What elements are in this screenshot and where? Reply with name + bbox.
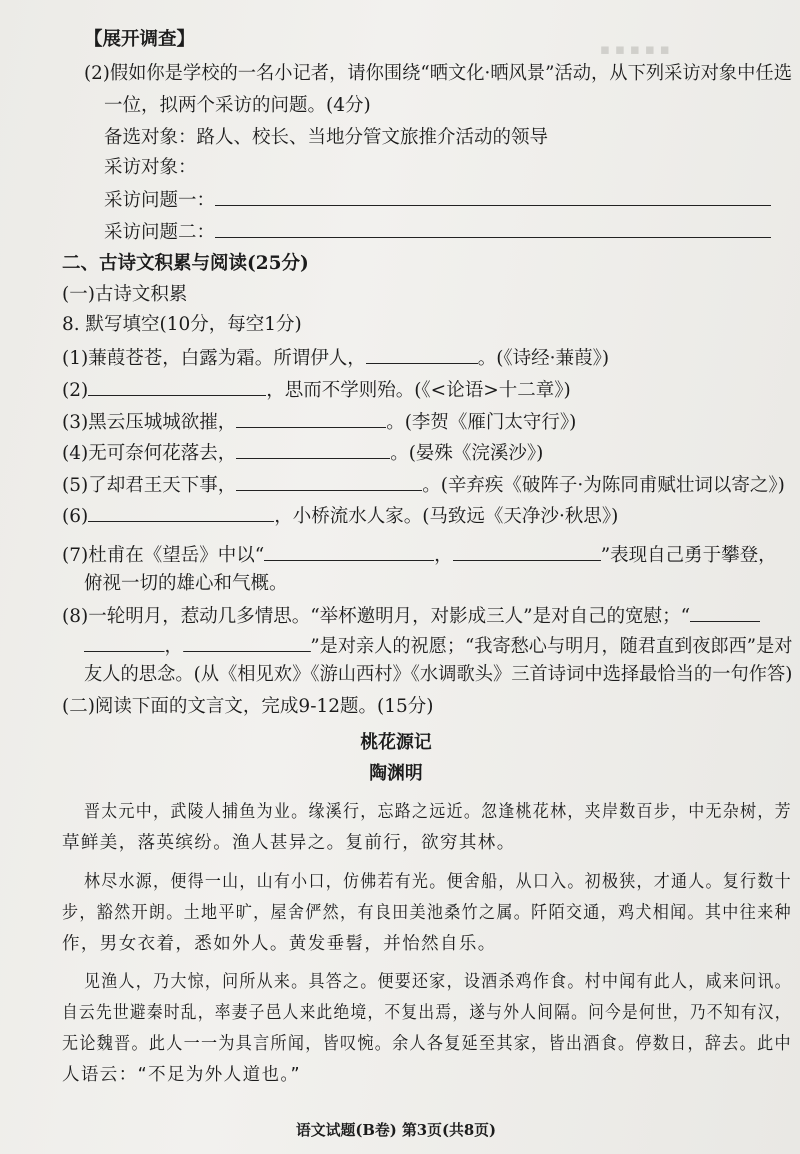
fill-item-8-line1 <box>62 603 760 629</box>
fill-item-6-text: (6) <box>62 506 89 527</box>
q2-text-line1: (2)假如你是学校的一名小记者，请你围绕“晒文化·晒风景”活动，从下列采访对象中任选 <box>84 63 792 84</box>
passage-line: 作，男女衣着，悉如外人。黄发垂髫，并怡然自乐。 <box>62 934 497 954</box>
section2-heading: 二、古诗文积累与阅读(25分) <box>62 253 309 274</box>
fill-item-7-comma: ， <box>434 545 453 566</box>
survey-heading: 【展开调查】 <box>84 29 196 50</box>
fill-item-7 <box>62 542 777 568</box>
fill-item-8-line2 <box>84 633 792 659</box>
fill-item-6-source: ，小桥流水人家。(马致远《天净沙·秋思》) <box>274 506 619 527</box>
fill-item-7-blank-a[interactable] <box>264 542 434 561</box>
fill-item-4-blank[interactable] <box>236 440 390 459</box>
fill-item-8-comma: ， <box>164 636 183 657</box>
passage-line: 人语云：“不足为外人道也。” <box>62 1065 301 1085</box>
interview-question1-label: 采访问题一： <box>104 190 216 211</box>
fill-item-8-blank-b[interactable] <box>84 633 165 652</box>
interview-target-label: 采访对象： <box>104 157 197 178</box>
passage-line: 步，豁然开朗。土地平旷，屋舍俨然，有良田美池桑竹之属。阡陌交通，鸡犬相闻。其中往来种 <box>62 903 792 923</box>
fill-item-3-text: (3)黑云压城城欲摧， <box>62 412 237 433</box>
fill-item-5 <box>62 472 785 498</box>
fill-item-8-text: (8)一轮明月，惹动几多情思。“举杯邀明月，对影成三人”是对自己的宽慰；“ <box>62 606 691 627</box>
fill-item-7-text: (7)杜甫在《望岳》中以“ <box>62 545 265 566</box>
candidate-list: 备选对象：路人、校长、当地分管文旅推介活动的领导 <box>104 127 549 148</box>
passage-line: 草鲜美，落英缤纷。渔人甚异之。复前行，欲穷其林。 <box>62 833 516 853</box>
fill-item-2-source: ，思而不学则殆。(《<论语>十二章》) <box>266 380 571 401</box>
fill-item-2-blank[interactable] <box>88 377 266 396</box>
fill-item-3-blank[interactable] <box>236 409 386 428</box>
fill-item-7-cont: 俯视一切的雄心和气概。 <box>84 573 288 594</box>
passage-author: 陶渊明 <box>369 763 423 784</box>
fill-item-1-text: (1)蒹葭苍苍，白露为霜。所谓伊人， <box>62 348 366 369</box>
passage-line: 林尽水源，便得一山，山有小口，仿佛若有光。便舍船，从口入。初极狭，才通人。复行数十 <box>84 872 792 892</box>
fill-item-4-text: (4)无可奈何花落去， <box>62 443 237 464</box>
fill-item-2-text: (2) <box>62 380 89 401</box>
passage-title: 桃花源记 <box>360 732 432 753</box>
fill-item-2 <box>62 377 571 403</box>
fill-item-8-blank-c[interactable] <box>183 633 311 652</box>
bleed-through-text: ▪ ▪ ▪ ▪ ▪ <box>600 40 670 58</box>
fill-item-7-blank-b[interactable] <box>453 542 601 561</box>
fill-item-5-source: 。(辛弃疾《破阵子·为陈同甫赋壮词以寄之》) <box>422 475 785 496</box>
q2-text-line2: 一位，拟两个采访的问题。(4分) <box>104 95 371 116</box>
passage-line: 无论魏晋。此人一一为具言所闻，皆叹惋。余人各复延至其家，皆出酒食。停数日，辞去。此中 <box>62 1034 792 1054</box>
fill-item-3 <box>62 409 576 435</box>
interview-question1-row <box>104 187 771 213</box>
interview-question2-row <box>104 219 771 245</box>
fill-item-8-line3: 友人的思念。(从《相见欢》《游山西村》《水调歌头》三首诗词中选择最恰当的一句作答) <box>84 664 793 685</box>
interview-question2-label: 采访问题二： <box>104 222 216 243</box>
passage-line: 见渔人，乃大惊，问所从来。具答之。便要还家，设酒杀鸡作食。村中闻有此人，咸来问讯。 <box>84 972 792 992</box>
fill-item-5-blank[interactable] <box>236 472 422 491</box>
fill-item-7-text-tail: ”表现自己勇于攀登， <box>600 545 777 566</box>
passage-line: 晋太元中，武陵人捕鱼为业。缘溪行，忘路之远近。忽逢桃花林，夹岸数百步，中无杂树，芳 <box>84 802 792 822</box>
fill-item-5-text: (5)了却君王天下事， <box>62 475 237 496</box>
fill-item-3-source: 。(李贺《雁门太守行》) <box>386 412 577 433</box>
subsection2-heading: (二)阅读下面的文言文，完成9-12题。(15分) <box>62 696 434 717</box>
fill-item-1 <box>62 345 609 371</box>
subsection1-heading: (一)古诗文积累 <box>62 284 188 305</box>
fill-item-4-source: 。(晏殊《浣溪沙》) <box>390 443 544 464</box>
fill-item-1-source: 。(《诗经·蒹葭》) <box>477 348 610 369</box>
fill-item-8-blank-a[interactable] <box>690 603 760 622</box>
fill-item-1-blank[interactable] <box>366 345 478 364</box>
interview-question2-blank[interactable] <box>215 219 771 238</box>
question8-heading: 8. 默写填空(10分，每空1分) <box>62 314 302 335</box>
fill-item-4 <box>62 440 543 466</box>
interview-question1-blank[interactable] <box>215 187 771 206</box>
passage-line: 自云先世避秦时乱，率妻子邑人来此绝境，不复出焉，遂与外人间隔。问今是何世，乃不知有汉， <box>62 1003 792 1023</box>
fill-item-6 <box>62 503 618 529</box>
fill-item-8-text-mid: ”是对亲人的祝愿；“我寄愁心与明月，随君直到夜郎西”是对 <box>310 636 793 657</box>
page-footer: 语文试题(B卷) 第3页(共8页) <box>295 1121 497 1139</box>
fill-item-6-blank[interactable] <box>88 503 274 522</box>
